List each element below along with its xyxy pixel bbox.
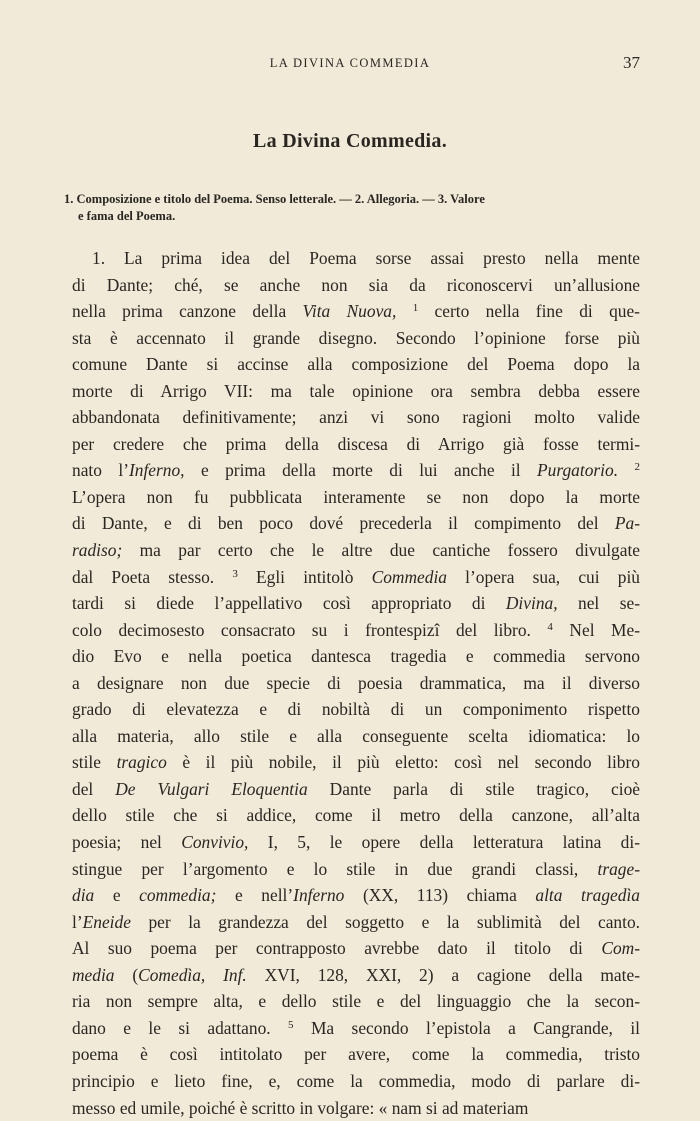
text-run: abbandonata definitivamente; anzi vi sono ragioni molto valide [72, 407, 640, 427]
summary-line-1: 1. Composizione e titolo del Poema. Senso letterale. — 2. Allegoria. — 3. Valore [64, 192, 485, 206]
italic-text: Commedia [372, 567, 447, 587]
italic-text: tragico [117, 752, 167, 772]
text-run: XVI, 128, XXI, 2) a cagione della mate- [247, 965, 640, 985]
italic-text: alta tragedìa [535, 885, 640, 905]
italic-text: Divina, [506, 593, 558, 613]
text-line [72, 962, 640, 989]
text-line [72, 404, 640, 431]
text-run: per credere che prima della discesa di Arrigo già fosse termi- [72, 434, 640, 454]
text-line [72, 298, 640, 325]
text-run: (XX, 113) chiama [344, 885, 535, 905]
text-line [72, 909, 640, 936]
text-run: Egli intitolò [238, 567, 372, 587]
italic-text: trage- [597, 859, 640, 879]
text-run: ria non sempre alta, e dello stile e del linguaggio che la secon- [72, 991, 640, 1011]
text-line [72, 564, 640, 591]
italic-text: Comedìa, Inf. [138, 965, 247, 985]
footnote-ref: 4 [547, 621, 553, 633]
text-run: morte di Arrigo VII: ma tale opinione ora sembra debba essere [72, 381, 640, 401]
text-line [72, 723, 640, 750]
footnote-ref: 3 [232, 568, 238, 580]
text-run: l’opera sua, cui più [447, 567, 640, 587]
text-run: tardi si diede l’appellativo così appropriato di [72, 593, 506, 613]
italic-text: Eneide [83, 912, 131, 932]
text-run: messo ed umile, poiché è scritto in volgare: « nam si ad materiam [72, 1098, 528, 1118]
italic-text: Inferno [293, 885, 344, 905]
text-line [72, 272, 640, 299]
text-run: e prima della morte di lui anche il [185, 460, 538, 480]
chapter-title: La Divina Commedia. [0, 130, 700, 153]
text-run: a designare non due specie di poesia drammatica, ma il diverso [72, 673, 640, 693]
italic-text: Vita Nuova, [303, 301, 397, 321]
text-run: nel se- [558, 593, 640, 613]
text-run: stingue per l’argomento e lo stile in due grandi classi, [72, 859, 597, 879]
text-run: sta è accennato il grande disegno. Secondo l’opinione forse più [72, 328, 640, 348]
text-line [72, 988, 640, 1015]
text-run: dal Poeta stesso. [72, 567, 232, 587]
text-run: colo decimosesto consacrato su i frontespizî del libro. [72, 620, 547, 640]
text-run: poesia; nel [72, 832, 181, 852]
text-run: di Dante; ché, se anche non sia da riconoscervi un’allusione [72, 275, 640, 295]
text-line [72, 484, 640, 511]
text-line [72, 749, 640, 776]
text-run: l’ [72, 912, 83, 932]
text-run: L’opera non fu pubblicata interamente se non dopo la morte [72, 487, 640, 507]
text-line [72, 590, 640, 617]
body-text [72, 245, 640, 1121]
text-line [72, 776, 640, 803]
text-line [72, 325, 640, 352]
text-run [618, 460, 634, 480]
text-run: Nel Me- [553, 620, 640, 640]
text-run: per la grandezza del soggetto e la sublimità del canto. [131, 912, 640, 932]
text-line [72, 537, 640, 564]
text-run: principio e lieto fine, e, come la commedia, modo di parlare di- [72, 1071, 640, 1091]
text-run: ( [115, 965, 139, 985]
chapter-summary [64, 191, 644, 225]
text-run: e [94, 885, 139, 905]
text-run: è il più nobile, il più eletto: così nel secondo libro [167, 752, 640, 772]
text-run: Dante parla di stile tragico, cioè [308, 779, 640, 799]
text-line [72, 882, 640, 909]
running-head: LA DIVINA COMMEDIA [0, 56, 700, 71]
text-line [72, 1041, 640, 1068]
text-line [72, 643, 640, 670]
footnote-ref: 2 [634, 461, 640, 473]
text-run: certo nella fine di que- [418, 301, 640, 321]
italic-text: Purgatorio. [537, 460, 618, 480]
text-line [72, 245, 640, 272]
text-line [72, 802, 640, 829]
text-run: Ma secondo l’epistola a Cangrande, il [294, 1018, 640, 1038]
summary-line-2: e fama del Poema. [78, 209, 175, 223]
italic-text: Pa- [615, 513, 640, 533]
text-line [72, 431, 640, 458]
text-run: nato l’ [72, 460, 129, 480]
text-line [72, 696, 640, 723]
text-run: alla materia, allo stile e alla conseguente scelta idiomatica: lo [72, 726, 640, 746]
italic-text: De Vulgari Eloquentia [115, 779, 307, 799]
italic-text: Com- [601, 938, 640, 958]
text-run: Al suo poema per contrapposto avrebbe dato il titolo di [72, 938, 601, 958]
text-run: ma par certo che le altre due cantiche fossero divulgate [122, 540, 640, 560]
italic-text: radiso; [72, 540, 122, 560]
text-run: stile [72, 752, 117, 772]
text-run: nella prima canzone della [72, 301, 303, 321]
text-run: dio Evo e nella poetica dantesca tragedia e commedia servono [72, 646, 640, 666]
italic-text: Convivio, [181, 832, 248, 852]
text-run: poema è così intitolato per avere, come la commedia, tristo [72, 1044, 640, 1064]
text-line [72, 457, 640, 484]
italic-text: commedia; [139, 885, 216, 905]
text-line [72, 617, 640, 644]
text-run: di Dante, e di ben poco dové precederla il compimento del [72, 513, 615, 533]
page-number: 37 [623, 53, 640, 73]
text-run: dano e le si adattano. [72, 1018, 288, 1038]
italic-text: Inferno, [129, 460, 185, 480]
footnote-ref: 1 [413, 302, 419, 314]
text-run: grado di elevatezza e di nobiltà di un componimento rispetto [72, 699, 640, 719]
text-line [72, 510, 640, 537]
text-line [72, 1095, 640, 1121]
text-line [72, 378, 640, 405]
text-run: e nell’ [216, 885, 293, 905]
text-run: del [72, 779, 115, 799]
text-run: I, 5, le opere della letteratura latina di- [248, 832, 640, 852]
text-run: 1. La prima idea del Poema sorse assai presto nella mente [92, 248, 640, 268]
text-run: comune Dante si accinse alla composizione del Poema dopo la [72, 354, 640, 374]
text-run: dello stile che si addice, come il metro della canzone, all’alta [72, 805, 640, 825]
text-line [72, 351, 640, 378]
text-line [72, 670, 640, 697]
italic-text: dia [72, 885, 94, 905]
text-line [72, 1015, 640, 1042]
italic-text: media [72, 965, 115, 985]
text-line [72, 829, 640, 856]
footnote-ref: 5 [288, 1019, 294, 1031]
text-run [396, 301, 412, 321]
text-line [72, 856, 640, 883]
text-line [72, 935, 640, 962]
